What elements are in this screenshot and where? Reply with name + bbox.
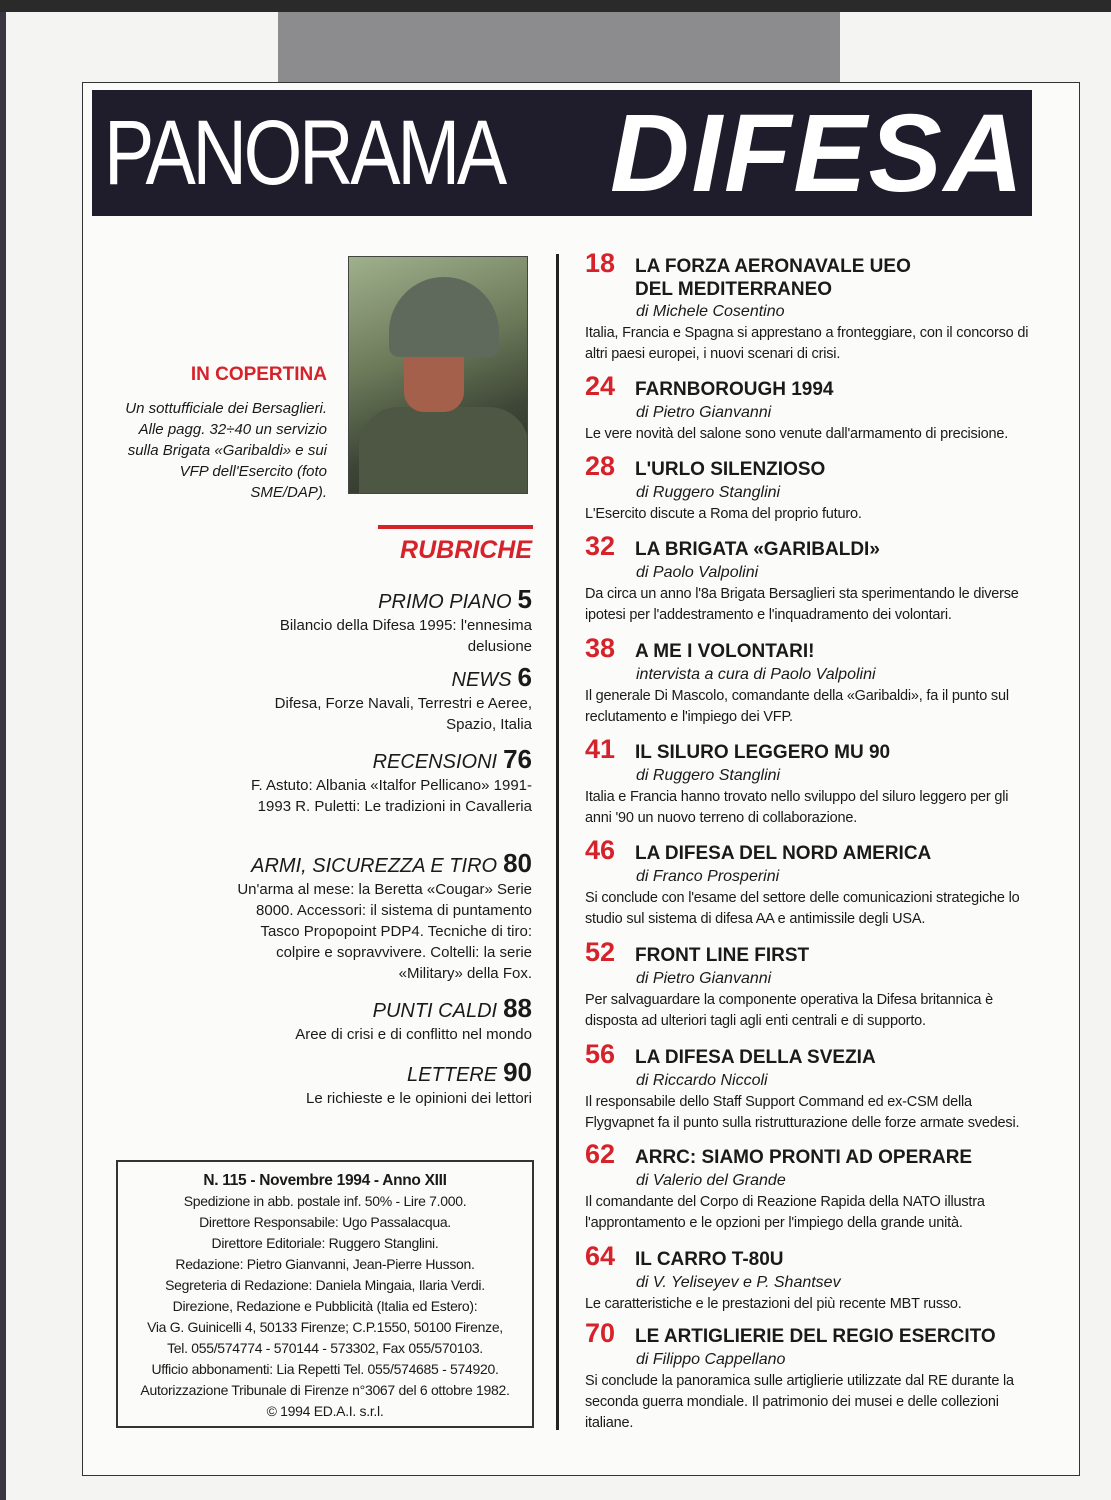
rubrica-item xyxy=(232,993,532,1045)
article-title: A ME I VOLONTARI! xyxy=(635,641,815,662)
article-desc: Il responsabile dello Staff Support Command ed ex-CSM della Flygvapnet fa il punto sulla ristrutturazione delle forze armate svedesi. xyxy=(585,1094,1020,1131)
article-author: di Filippo Cappellano xyxy=(636,1351,786,1368)
masthead xyxy=(92,90,1032,216)
article-entry xyxy=(585,248,1035,365)
rubrica-desc: Difesa, Forze Navali, Terrestri e Aeree, Spazio, Italia xyxy=(274,695,532,733)
article-desc: Il generale Di Mascolo, comandante della «Garibaldi», fa il punto sul reclutamento e l'impiego dei VFP. xyxy=(585,688,1009,725)
imprint-line: Direttore Editoriale: Ruggero Stanglini. xyxy=(211,1235,439,1251)
article-entry xyxy=(585,937,1035,1032)
imprint-heading: N. 115 - Novembre 1994 - Anno XIII xyxy=(203,1172,447,1189)
article-entry xyxy=(585,734,1035,829)
article-page: 18 xyxy=(585,248,616,278)
rubrica-title-text: ARMI, SICUREZZA E TIRO xyxy=(251,855,498,877)
rubriche-rule xyxy=(378,525,533,529)
rubrica-title xyxy=(232,584,532,615)
rubrica-title xyxy=(232,993,532,1024)
article-entry xyxy=(585,1318,1035,1434)
article-author: di Franco Prosperini xyxy=(636,868,780,885)
article-page: 64 xyxy=(585,1241,616,1271)
imprint-line: Tel. 055/574774 - 570144 - 573302, Fax 055/570103. xyxy=(167,1340,483,1356)
article-desc: Italia, Francia e Spagna si apprestano a fronteggiare, con il concorso di altri paesi europei, i nuovi scenari di crisi. xyxy=(585,325,1029,362)
photo-soldier-helmet xyxy=(389,277,499,357)
scan-edge-left xyxy=(0,12,6,1500)
article-author: di Valerio del Grande xyxy=(636,1172,786,1189)
article-desc: Le vere novità del salone sono venute dall'armamento di precisione. xyxy=(585,426,1009,442)
article-desc: Si conclude la panoramica sulle artiglierie utilizzate dal RE durante la seconda guerra mondiale. Il patrimonio dei musei e delle collezioni italiane. xyxy=(585,1373,1014,1431)
article-entry xyxy=(585,633,1035,728)
article-page: 62 xyxy=(585,1139,616,1169)
rubrica-item xyxy=(232,1057,532,1109)
imprint-line: Ufficio abbonamenti: Lia Repetti Tel. 055/574685 - 574920. xyxy=(151,1361,499,1377)
masthead-word-difesa: DIFESA xyxy=(610,91,1026,215)
imprint-line: Segreteria di Redazione: Daniela Mingaia, Ilaria Verdi. xyxy=(165,1277,485,1293)
rubrica-desc: Le richieste e le opinioni dei lettori xyxy=(306,1090,532,1107)
imprint-line: Redazione: Pietro Gianvanni, Jean-Pierre Husson. xyxy=(175,1256,475,1272)
article-entry xyxy=(585,1039,1035,1134)
rubrica-page: 76 xyxy=(503,744,532,774)
article-author: di Riccardo Niccoli xyxy=(636,1072,768,1089)
rubrica-title-text: PRIMO PIANO xyxy=(378,591,512,613)
rubrica-page: 80 xyxy=(503,848,532,878)
article-title: LA BRIGATA «GARIBALDI» xyxy=(635,539,880,560)
rubriche-heading: RUBRICHE xyxy=(400,536,532,564)
article-title: LA FORZA AERONAVALE UEO DEL MEDITERRANEO xyxy=(635,256,911,300)
rubrica-title xyxy=(232,662,532,693)
article-entry xyxy=(585,835,1035,930)
article-page: 52 xyxy=(585,937,616,967)
cover-caption: Un sottufficiale dei Bersaglieri. Alle pagg. 32÷40 un servizio sulla Brigata «Garibaldi» e sui VFP dell'Esercito (foto SME/DAP). xyxy=(125,400,327,501)
rubrica-title xyxy=(232,848,532,879)
rubrica-item xyxy=(232,744,532,817)
article-page: 32 xyxy=(585,531,616,561)
article-desc: L'Esercito discute a Roma del proprio futuro. xyxy=(585,506,862,522)
imprint-line: Direttore Responsabile: Ugo Passalacqua. xyxy=(199,1214,451,1230)
article-page: 28 xyxy=(585,451,616,481)
article-title: LA DIFESA DEL NORD AMERICA xyxy=(635,843,932,864)
imprint-line: Via G. Guinicelli 4, 50133 Firenze; C.P.1550, 50100 Firenze, xyxy=(147,1319,503,1335)
rubrica-desc: Aree di crisi e di conflitto nel mondo xyxy=(295,1026,532,1043)
column-divider xyxy=(556,254,559,1430)
article-desc: Italia e Francia hanno trovato nello sviluppo del siluro leggero per gli anni '90 un nuovo terreno di collaborazione. xyxy=(585,789,1009,826)
imprint-line: Spedizione in abb. postale inf. 50% - Lire 7.000. xyxy=(183,1193,467,1209)
article-author: di Ruggero Stanglini xyxy=(636,484,781,501)
article-page: 38 xyxy=(585,633,616,663)
rubrica-page: 90 xyxy=(503,1057,532,1087)
article-author: di Pietro Gianvanni xyxy=(636,404,772,421)
rubrica-item xyxy=(232,662,532,735)
article-entry xyxy=(585,531,1035,626)
article-author: di Michele Cosentino xyxy=(636,303,785,320)
article-author: di Pietro Gianvanni xyxy=(636,970,772,987)
rubrica-title-text: LETTERE xyxy=(407,1064,498,1086)
cover-photo xyxy=(348,256,528,494)
article-author: di Paolo Valpolini xyxy=(636,564,759,581)
article-page: 24 xyxy=(585,371,616,401)
rubrica-title-text: RECENSIONI xyxy=(372,751,498,773)
rubrica-item xyxy=(232,584,532,657)
article-desc: Le caratteristiche e le prestazioni del più recente MBT russo. xyxy=(585,1296,962,1312)
article-desc: Per salvaguardare la componente operativa la Difesa britannica è disposta ad ulteriori tagli agli enti centrali e di supporto. xyxy=(585,992,993,1029)
article-title: L'URLO SILENZIOSO xyxy=(635,459,826,480)
rubrica-title-text: PUNTI CALDI xyxy=(372,1000,498,1022)
article-page: 41 xyxy=(585,734,616,764)
photo-soldier-body xyxy=(359,407,528,494)
rubrica-desc: Un'arma al mese: la Beretta «Cougar» Serie 8000. Accessori: il sistema di puntamento Tasco Propopoint PDP4. Tecniche di tiro: colpire e sopravvivere. Coltelli: la serie «Military» della Fox. xyxy=(237,881,532,982)
rubrica-page: 88 xyxy=(503,993,532,1023)
article-author: intervista a cura di Paolo Valpolini xyxy=(636,666,876,683)
article-entry xyxy=(585,451,1035,525)
imprint-line: © 1994 ED.A.I. s.r.l. xyxy=(266,1403,384,1419)
cover-heading: IN COPERTINA xyxy=(190,364,327,385)
article-entry xyxy=(585,1139,1035,1234)
rubrica-title xyxy=(232,1057,532,1088)
article-title: FRONT LINE FIRST xyxy=(635,945,810,966)
article-title: IL SILURO LEGGERO MU 90 xyxy=(635,742,891,763)
rubrica-title xyxy=(232,744,532,775)
article-desc: Si conclude con l'esame del settore delle comunicazioni strategiche lo studio sul sistema di difesa AA e antimissile degli USA. xyxy=(585,890,1020,927)
rubrica-desc: F. Astuto: Albania «Italfor Pellicano» 1991-1993 R. Puletti: Le tradizioni in Cavalleria xyxy=(250,777,532,815)
article-page: 70 xyxy=(585,1318,616,1348)
article-page: 46 xyxy=(585,835,616,865)
imprint-box xyxy=(116,1160,534,1428)
imprint-line: Direzione, Redazione e Pubblicità (Italia ed Estero): xyxy=(172,1298,478,1314)
article-desc: Da circa un anno l'8a Brigata Bersaglieri sta sperimentando le diverse ipotesi per l'addestramento e l'inquadramento dei volontari. xyxy=(585,586,1019,623)
rubrica-page: 5 xyxy=(517,584,532,614)
article-author: di V. Yeliseyev e P. Shantsev xyxy=(636,1274,841,1291)
article-entry xyxy=(585,371,1035,445)
article-title: LE ARTIGLIERIE DEL REGIO ESERCITO xyxy=(635,1326,996,1347)
article-desc: Il comandante del Corpo di Reazione Rapida della NATO illustra l'approntamento e le opzioni per l'impiego della grande unità. xyxy=(585,1194,985,1231)
article-title: ARRC: SIAMO PRONTI AD OPERARE xyxy=(635,1147,973,1168)
masthead-word-panorama: PANORAMA xyxy=(104,101,504,204)
imprint-line: Autorizzazione Tribunale di Firenze n°3067 del 6 ottobre 1982. xyxy=(140,1382,510,1398)
scan-edge-top xyxy=(0,0,1111,12)
rubrica-item xyxy=(232,848,532,984)
article-title: IL CARRO T-80U xyxy=(635,1249,784,1270)
rubrica-page: 6 xyxy=(517,662,532,692)
rubrica-title-text: NEWS xyxy=(451,669,512,691)
scan-background-band xyxy=(278,12,840,84)
rubrica-desc: Bilancio della Difesa 1995: l'ennesima delusione xyxy=(279,617,532,655)
article-entry xyxy=(585,1241,1035,1315)
article-title: FARNBOROUGH 1994 xyxy=(635,379,834,400)
article-author: di Ruggero Stanglini xyxy=(636,767,781,784)
article-page: 56 xyxy=(585,1039,616,1069)
article-title: LA DIFESA DELLA SVEZIA xyxy=(635,1047,876,1068)
